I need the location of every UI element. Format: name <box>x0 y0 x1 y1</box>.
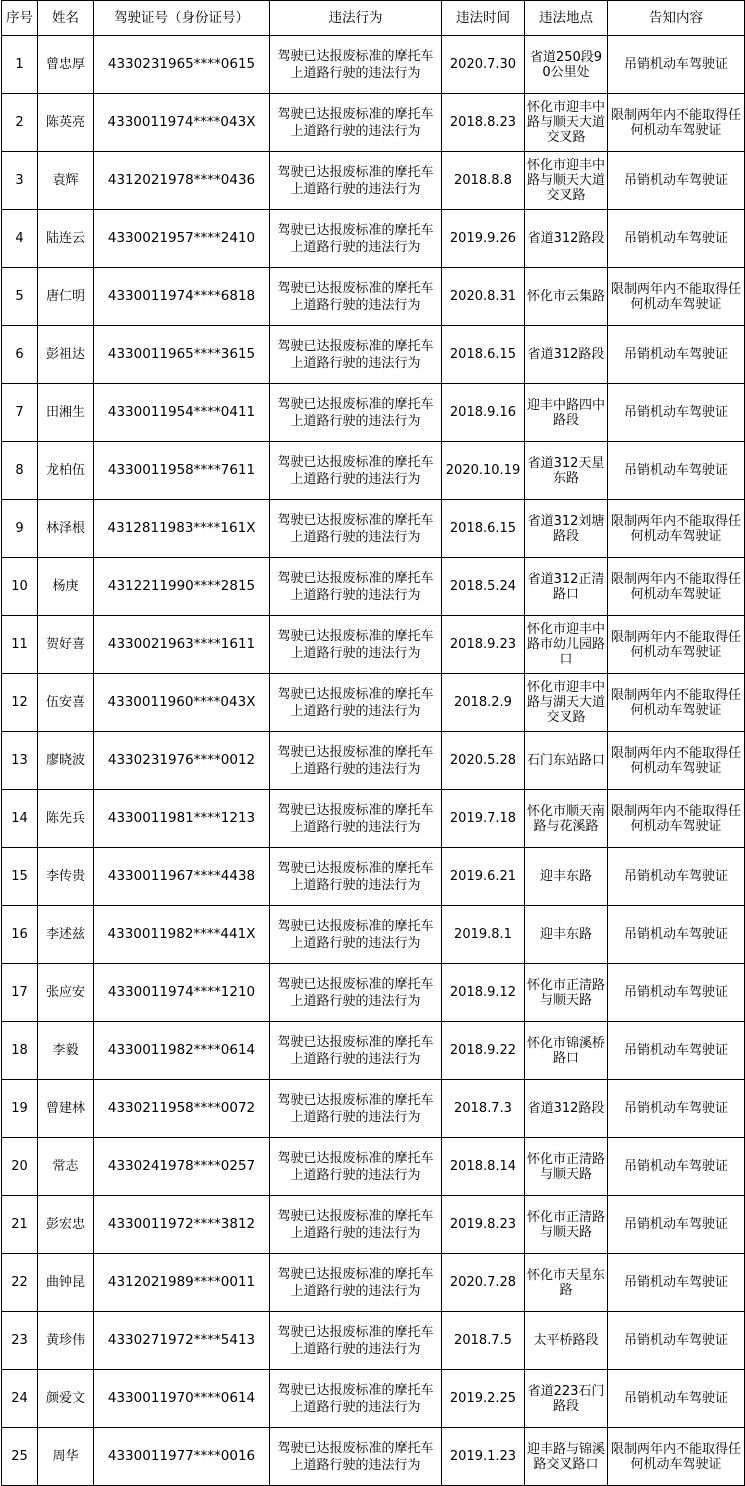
cell-license: 4330231965****0615 <box>94 36 270 94</box>
cell-no: 2 <box>2 94 38 152</box>
cell-license: 4330231976****0012 <box>94 732 270 790</box>
cell-no: 11 <box>2 616 38 674</box>
cell-violation: 驾驶已达报废标准的摩托车上道路行驶的违法行为 <box>270 94 442 152</box>
cell-location: 怀化市正清路与顺天路 <box>525 1138 608 1196</box>
cell-time: 2018.7.5 <box>442 1312 525 1370</box>
cell-license: 4330011982****0614 <box>94 1022 270 1080</box>
cell-location: 迎丰中路四中路段 <box>525 384 608 442</box>
header-notice: 告知内容 <box>608 1 745 36</box>
table-row <box>2 210 745 268</box>
cell-time: 2018.9.16 <box>442 384 525 442</box>
table-row <box>2 1428 745 1486</box>
cell-violation: 驾驶已达报废标准的摩托车上道路行驶的违法行为 <box>270 442 442 500</box>
cell-time: 2019.2.25 <box>442 1370 525 1428</box>
cell-no: 22 <box>2 1254 38 1312</box>
table-row <box>2 1080 745 1138</box>
cell-violation: 驾驶已达报废标准的摩托车上道路行驶的违法行为 <box>270 152 442 210</box>
cell-name: 曾建林 <box>38 1080 94 1138</box>
cell-notice: 吊销机动车驾驶证 <box>608 1312 745 1370</box>
table-row <box>2 732 745 790</box>
cell-location: 省道312路段 <box>525 326 608 384</box>
table-body <box>2 36 745 1486</box>
cell-notice: 限制两年内不能取得任何机动车驾驶证 <box>608 558 745 616</box>
cell-name: 廖晓波 <box>38 732 94 790</box>
cell-time: 2020.8.31 <box>442 268 525 326</box>
cell-no: 18 <box>2 1022 38 1080</box>
cell-license: 4312021978****0436 <box>94 152 270 210</box>
cell-time: 2019.6.21 <box>442 848 525 906</box>
table-row <box>2 1138 745 1196</box>
cell-no: 7 <box>2 384 38 442</box>
cell-location: 迎丰东路 <box>525 906 608 964</box>
cell-location: 怀化市迎丰中路与湖天大道交叉路 <box>525 674 608 732</box>
cell-license: 4330011958****7611 <box>94 442 270 500</box>
cell-location: 省道312路段 <box>525 210 608 268</box>
cell-no: 14 <box>2 790 38 848</box>
cell-location: 怀化市迎丰中路与顺天大道交叉路 <box>525 94 608 152</box>
table-row <box>2 326 745 384</box>
cell-name: 常志 <box>38 1138 94 1196</box>
cell-no: 12 <box>2 674 38 732</box>
cell-time: 2019.1.23 <box>442 1428 525 1486</box>
cell-no: 5 <box>2 268 38 326</box>
header-location: 违法地点 <box>525 1 608 36</box>
cell-notice: 吊销机动车驾驶证 <box>608 36 745 94</box>
cell-violation: 驾驶已达报废标准的摩托车上道路行驶的违法行为 <box>270 964 442 1022</box>
cell-time: 2018.6.15 <box>442 500 525 558</box>
cell-name: 彭宏忠 <box>38 1196 94 1254</box>
table-row <box>2 442 745 500</box>
cell-time: 2018.8.14 <box>442 1138 525 1196</box>
cell-notice: 吊销机动车驾驶证 <box>608 964 745 1022</box>
cell-time: 2020.5.28 <box>442 732 525 790</box>
cell-no: 16 <box>2 906 38 964</box>
cell-violation: 驾驶已达报废标准的摩托车上道路行驶的违法行为 <box>270 1196 442 1254</box>
cell-time: 2019.8.23 <box>442 1196 525 1254</box>
cell-license: 4312211990****2815 <box>94 558 270 616</box>
cell-license: 4330011970****0614 <box>94 1370 270 1428</box>
cell-notice: 限制两年内不能取得任何机动车驾驶证 <box>608 268 745 326</box>
header-license: 驾驶证号（身份证号） <box>94 1 270 36</box>
cell-no: 15 <box>2 848 38 906</box>
cell-time: 2018.9.22 <box>442 1022 525 1080</box>
table-row <box>2 790 745 848</box>
cell-name: 伍安喜 <box>38 674 94 732</box>
cell-notice: 吊销机动车驾驶证 <box>608 210 745 268</box>
cell-no: 21 <box>2 1196 38 1254</box>
cell-location: 省道312正清路口 <box>525 558 608 616</box>
cell-notice: 吊销机动车驾驶证 <box>608 442 745 500</box>
table-row <box>2 616 745 674</box>
cell-location: 省道312路段 <box>525 1080 608 1138</box>
table-row <box>2 36 745 94</box>
cell-name: 陈先兵 <box>38 790 94 848</box>
cell-name: 张应安 <box>38 964 94 1022</box>
cell-notice: 限制两年内不能取得任何机动车驾驶证 <box>608 674 745 732</box>
cell-violation: 驾驶已达报废标准的摩托车上道路行驶的违法行为 <box>270 906 442 964</box>
cell-violation: 驾驶已达报废标准的摩托车上道路行驶的违法行为 <box>270 1080 442 1138</box>
cell-location: 省道223石门路段 <box>525 1370 608 1428</box>
cell-notice: 吊销机动车驾驶证 <box>608 326 745 384</box>
table-row <box>2 268 745 326</box>
cell-name: 陈英亮 <box>38 94 94 152</box>
cell-time: 2020.7.30 <box>442 36 525 94</box>
cell-time: 2019.7.18 <box>442 790 525 848</box>
cell-name: 李述兹 <box>38 906 94 964</box>
table-row <box>2 1022 745 1080</box>
cell-name: 贺好喜 <box>38 616 94 674</box>
cell-notice: 吊销机动车驾驶证 <box>608 1138 745 1196</box>
cell-no: 8 <box>2 442 38 500</box>
cell-license: 4330011965****3615 <box>94 326 270 384</box>
cell-location: 怀化市正清路与顺天路 <box>525 1196 608 1254</box>
cell-violation: 驾驶已达报废标准的摩托车上道路行驶的违法行为 <box>270 268 442 326</box>
table-row <box>2 1254 745 1312</box>
cell-no: 6 <box>2 326 38 384</box>
cell-location: 迎丰东路 <box>525 848 608 906</box>
cell-violation: 驾驶已达报废标准的摩托车上道路行驶的违法行为 <box>270 1254 442 1312</box>
cell-notice: 限制两年内不能取得任何机动车驾驶证 <box>608 94 745 152</box>
cell-violation: 驾驶已达报废标准的摩托车上道路行驶的违法行为 <box>270 790 442 848</box>
cell-notice: 限制两年内不能取得任何机动车驾驶证 <box>608 500 745 558</box>
cell-location: 怀化市迎丰中路市幼儿园路口 <box>525 616 608 674</box>
cell-time: 2018.2.9 <box>442 674 525 732</box>
table-row <box>2 1370 745 1428</box>
cell-no: 23 <box>2 1312 38 1370</box>
cell-notice: 吊销机动车驾驶证 <box>608 1370 745 1428</box>
table-row <box>2 94 745 152</box>
cell-no: 1 <box>2 36 38 94</box>
cell-time: 2018.8.23 <box>442 94 525 152</box>
table-row <box>2 1312 745 1370</box>
cell-name: 袁辉 <box>38 152 94 210</box>
table-row <box>2 674 745 732</box>
cell-violation: 驾驶已达报废标准的摩托车上道路行驶的违法行为 <box>270 210 442 268</box>
cell-no: 10 <box>2 558 38 616</box>
cell-name: 曾忠厚 <box>38 36 94 94</box>
cell-location: 怀化市天星东路 <box>525 1254 608 1312</box>
cell-violation: 驾驶已达报废标准的摩托车上道路行驶的违法行为 <box>270 848 442 906</box>
cell-notice: 吊销机动车驾驶证 <box>608 152 745 210</box>
cell-no: 19 <box>2 1080 38 1138</box>
cell-location: 迎丰路与锦溪路交叉路口 <box>525 1428 608 1486</box>
cell-time: 2018.8.8 <box>442 152 525 210</box>
table-row <box>2 906 745 964</box>
cell-time: 2019.8.1 <box>442 906 525 964</box>
header-name: 姓名 <box>38 1 94 36</box>
cell-license: 4330241978****0257 <box>94 1138 270 1196</box>
cell-license: 4330011954****0411 <box>94 384 270 442</box>
cell-name: 唐仁明 <box>38 268 94 326</box>
cell-license: 4330271972****5413 <box>94 1312 270 1370</box>
cell-notice: 吊销机动车驾驶证 <box>608 1022 745 1080</box>
header-time: 违法时间 <box>442 1 525 36</box>
cell-location: 怀化市云集路 <box>525 268 608 326</box>
cell-location: 怀化市顺天南路与花溪路 <box>525 790 608 848</box>
cell-license: 4330011960****043X <box>94 674 270 732</box>
cell-no: 17 <box>2 964 38 1022</box>
cell-license: 4330011974****1210 <box>94 964 270 1022</box>
cell-name: 陆连云 <box>38 210 94 268</box>
cell-notice: 限制两年内不能取得任何机动车驾驶证 <box>608 732 745 790</box>
cell-notice: 吊销机动车驾驶证 <box>608 1254 745 1312</box>
cell-name: 李传贵 <box>38 848 94 906</box>
cell-notice: 吊销机动车驾驶证 <box>608 848 745 906</box>
cell-license: 4330011967****4438 <box>94 848 270 906</box>
cell-time: 2018.9.12 <box>442 964 525 1022</box>
table-row <box>2 500 745 558</box>
cell-violation: 驾驶已达报废标准的摩托车上道路行驶的违法行为 <box>270 384 442 442</box>
cell-license: 4330211958****0072 <box>94 1080 270 1138</box>
cell-notice: 吊销机动车驾驶证 <box>608 1196 745 1254</box>
cell-name: 颜爱文 <box>38 1370 94 1428</box>
violation-table <box>1 0 745 1486</box>
cell-violation: 驾驶已达报废标准的摩托车上道路行驶的违法行为 <box>270 732 442 790</box>
cell-no: 13 <box>2 732 38 790</box>
cell-name: 曲钟昆 <box>38 1254 94 1312</box>
cell-license: 4330011972****3812 <box>94 1196 270 1254</box>
cell-time: 2018.9.23 <box>442 616 525 674</box>
cell-violation: 驾驶已达报废标准的摩托车上道路行驶的违法行为 <box>270 674 442 732</box>
header-violation: 违法行为 <box>270 1 442 36</box>
cell-name: 龙柏伍 <box>38 442 94 500</box>
cell-license: 4330021957****2410 <box>94 210 270 268</box>
cell-no: 24 <box>2 1370 38 1428</box>
cell-notice: 吊销机动车驾驶证 <box>608 906 745 964</box>
cell-license: 4312021989****0011 <box>94 1254 270 1312</box>
cell-violation: 驾驶已达报废标准的摩托车上道路行驶的违法行为 <box>270 1312 442 1370</box>
cell-notice: 限制两年内不能取得任何机动车驾驶证 <box>608 616 745 674</box>
cell-violation: 驾驶已达报废标准的摩托车上道路行驶的违法行为 <box>270 1428 442 1486</box>
cell-name: 彭祖达 <box>38 326 94 384</box>
cell-no: 20 <box>2 1138 38 1196</box>
cell-name: 李毅 <box>38 1022 94 1080</box>
header-row <box>2 1 745 36</box>
cell-notice: 吊销机动车驾驶证 <box>608 1080 745 1138</box>
cell-notice: 限制两年内不能取得任何机动车驾驶证 <box>608 1428 745 1486</box>
cell-location: 怀化市迎丰中路与顺天大道交叉路 <box>525 152 608 210</box>
cell-location: 省道250段90公里处 <box>525 36 608 94</box>
cell-violation: 驾驶已达报废标准的摩托车上道路行驶的违法行为 <box>270 326 442 384</box>
cell-name: 杨庚 <box>38 558 94 616</box>
cell-name: 周华 <box>38 1428 94 1486</box>
cell-location: 省道312刘塘路段 <box>525 500 608 558</box>
cell-license: 4330011981****1213 <box>94 790 270 848</box>
cell-location: 省道312天星东路 <box>525 442 608 500</box>
cell-location: 怀化市锦溪桥路口 <box>525 1022 608 1080</box>
cell-time: 2018.5.24 <box>442 558 525 616</box>
table-row <box>2 152 745 210</box>
table-row <box>2 384 745 442</box>
cell-license: 4330011982****441X <box>94 906 270 964</box>
cell-license: 4330021963****1611 <box>94 616 270 674</box>
cell-time: 2020.10.19 <box>442 442 525 500</box>
cell-notice: 限制两年内不能取得任何机动车驾驶证 <box>608 790 745 848</box>
cell-violation: 驾驶已达报废标准的摩托车上道路行驶的违法行为 <box>270 1370 442 1428</box>
cell-license: 4330011977****0016 <box>94 1428 270 1486</box>
cell-violation: 驾驶已达报废标准的摩托车上道路行驶的违法行为 <box>270 558 442 616</box>
cell-name: 林泽根 <box>38 500 94 558</box>
cell-no: 9 <box>2 500 38 558</box>
cell-time: 2020.7.28 <box>442 1254 525 1312</box>
cell-time: 2019.9.26 <box>442 210 525 268</box>
cell-violation: 驾驶已达报废标准的摩托车上道路行驶的违法行为 <box>270 500 442 558</box>
cell-location: 石门东站路口 <box>525 732 608 790</box>
cell-no: 4 <box>2 210 38 268</box>
header-no: 序号 <box>2 1 38 36</box>
cell-license: 4330011974****6818 <box>94 268 270 326</box>
cell-location: 太平桥路段 <box>525 1312 608 1370</box>
cell-time: 2018.6.15 <box>442 326 525 384</box>
table-row <box>2 964 745 1022</box>
cell-violation: 驾驶已达报废标准的摩托车上道路行驶的违法行为 <box>270 1022 442 1080</box>
cell-violation: 驾驶已达报废标准的摩托车上道路行驶的违法行为 <box>270 36 442 94</box>
cell-time: 2018.7.3 <box>442 1080 525 1138</box>
cell-violation: 驾驶已达报废标准的摩托车上道路行驶的违法行为 <box>270 616 442 674</box>
cell-no: 25 <box>2 1428 38 1486</box>
table-row <box>2 558 745 616</box>
cell-notice: 吊销机动车驾驶证 <box>608 384 745 442</box>
cell-violation: 驾驶已达报废标准的摩托车上道路行驶的违法行为 <box>270 1138 442 1196</box>
cell-name: 黄珍伟 <box>38 1312 94 1370</box>
table-row <box>2 1196 745 1254</box>
table-row <box>2 848 745 906</box>
cell-location: 怀化市正清路与顺天路 <box>525 964 608 1022</box>
cell-license: 4330011974****043X <box>94 94 270 152</box>
cell-no: 3 <box>2 152 38 210</box>
cell-name: 田湘生 <box>38 384 94 442</box>
table-header <box>2 1 745 36</box>
cell-license: 4312811983****161X <box>94 500 270 558</box>
